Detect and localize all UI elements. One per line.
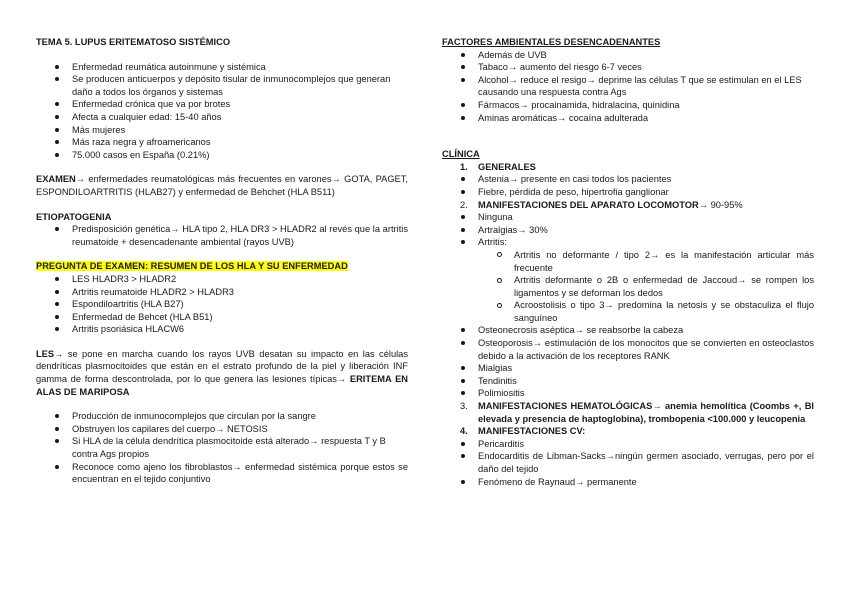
list-item: Alcohol→ reduce el resigo→ deprime las células T que se estimulan en el LES causando una respuesta contra Ags — [442, 74, 814, 99]
list-item: Tabaco→ aumento del riesgo 6-7 veces — [442, 61, 814, 74]
list-item: Además de UVB — [442, 49, 814, 62]
locomotor-heading — [442, 199, 814, 212]
list-item: Osteonecrosis aséptica→ se reabsorbe la cabeza — [442, 324, 814, 337]
section-number: 1. — [460, 161, 468, 172]
examen-text: enfermedades reumatológicas más frecuentes en varones→ GOTA, PAGET, ESPONDILOARTRITIS (HLAB27) y enfermedad de Behchet (HLA B511) — [36, 174, 408, 197]
cv-heading — [442, 425, 814, 438]
list-item: Enfermedad reumática autoinmune y sistémica — [36, 61, 408, 74]
section-rest: → 90-95% — [698, 199, 743, 210]
list-item: Astenia→ presente en casi todos los pacientes — [442, 173, 814, 186]
les-text: se pone en marcha cuando los rayos UVB desatan su impacto en las células dendríticas plasmocitoides que están en el estrato profundo de la piel y liberación INF gamma de forma descontrolada, por lo que genera las lesiones típicas→ — [36, 348, 408, 385]
les-label: LES→ — [36, 348, 64, 359]
list-item: Artritis reumatoide HLADR2 > HLADR3 — [36, 286, 408, 299]
list-item: Ninguna — [442, 211, 814, 224]
list-item: LES HLADR3 > HLADR2 — [36, 273, 408, 286]
etiopatogenia-heading: ETIOPATOGENIA — [36, 211, 112, 222]
list-item: Artritis: — [442, 236, 814, 249]
hla-list — [36, 273, 408, 336]
section-label: GENERALES — [478, 161, 536, 172]
right-column — [442, 36, 814, 488]
list-item: Endocarditis de Libman-Sacks→ningún germen asociado, verrugas, pero por el daño del tejido — [442, 450, 814, 475]
section-label: MANIFESTACIONES HEMATOLÓGICAS→ anemia hemolítica — [478, 401, 747, 412]
section-number: 2. — [460, 199, 468, 210]
list-item: Más raza negra y afroamericanos — [36, 136, 408, 149]
list-item: Enfermedad crónica que va por brotes — [36, 98, 408, 111]
examen-paragraph — [36, 173, 408, 198]
list-item: Espondiloartritis (HLA B27) — [36, 298, 408, 311]
les-list — [36, 410, 408, 486]
sub-list-item: Acroostolisis o tipo 3→ predomina la netosis y se obstaculiza el flujo sanguíneo — [442, 299, 814, 324]
list-item: Artritis psoriásica HLACW6 — [36, 323, 408, 336]
list-item: Obstruyen los capilares del cuerpo→ NETOSIS — [36, 423, 408, 436]
pregunta-highlight: PREGUNTA DE EXAMEN: RESUMEN DE LOS HLA Y SU ENFERMEDAD — [36, 261, 348, 272]
section-label: MANIFESTACIONES DEL APARATO LOCOMOTOR — [478, 199, 699, 210]
list-item: Enfermedad de Behcet (HLA B51) — [36, 311, 408, 324]
section-number: 4. — [460, 426, 468, 437]
artritis-sublist — [442, 249, 814, 325]
section-number: 3. — [460, 401, 468, 412]
examen-label: EXAMEN→ — [36, 174, 86, 185]
generales-list — [442, 173, 814, 198]
generales-heading — [442, 161, 814, 174]
list-item: Fármacos→ procainamida, hidralacina, quinidina — [442, 99, 814, 112]
factores-heading: FACTORES AMBIENTALES DESENCADENANTES — [442, 37, 661, 47]
list-item: 75.000 casos en España (0.21%) — [36, 149, 408, 162]
list-item: Más mujeres — [36, 124, 408, 137]
list-item: Osteoporosis→ estimulación de los monocitos que se convierten en osteoclastos debido a la activación de los receptores RANK — [442, 337, 814, 362]
list-item: Mialgias — [442, 362, 814, 375]
sub-list-item: Artritis no deformante / tipo 2→ es la manifestación articular más frecuente — [442, 249, 814, 274]
list-item: Si HLA de la célula dendrítica plasmocitoide está alterado→ respuesta T y B contra Ags propios — [36, 435, 408, 460]
sub-list-item: Artritis deformante o 2B o enfermedad de Jaccoud→ se rompen los ligamentos y se deforman los dedos — [442, 274, 814, 299]
factores-list — [442, 49, 814, 125]
list-item: Pericarditis — [442, 438, 814, 451]
section-label: MANIFESTACIONES CV: — [478, 426, 586, 437]
section-rest: (Coombs +, Bl elevada y presencia de haptoglobina), trombopenia <100.000 y leucopenia — [478, 401, 814, 424]
locomotor-list — [442, 211, 814, 249]
les-bold-end: ERITEMA EN ALAS DE MARIPOSA — [36, 374, 408, 397]
clinica-heading: CLÍNICA — [442, 149, 480, 160]
list-item: Aminas aromáticas→ cocaína adulterada — [442, 112, 814, 125]
list-item: Tendinitis — [442, 375, 814, 388]
list-item: Se producen anticuerpos y depósito tisular de inmunocomplejos que generan daño a todos los órganos y sistemas — [36, 73, 408, 98]
cv-list — [442, 438, 814, 488]
list-item: Polimiositis — [442, 387, 814, 400]
list-item: Producción de inmunocomplejos que circulan por la sangre — [36, 410, 408, 423]
list-item: Afecta a cualquier edad: 15-40 años — [36, 111, 408, 124]
list-item: Fiebre, pérdida de peso, hipertrofia ganglionar — [442, 186, 814, 199]
document-title: TEMA 5. LUPUS ERITEMATOSO SISTÉMICO — [36, 37, 231, 47]
list-item: Predisposición genética→ HLA tipo 2, HLA DR3 > HLADR2 al revés que la artritis reumatoide + desencadenante ambiental (rayos UVB) — [36, 223, 408, 248]
hemato-heading — [442, 400, 814, 425]
pregunta-heading — [36, 260, 408, 273]
etiopatogenia-list — [36, 223, 408, 248]
left-column — [36, 36, 408, 486]
list-item: Fenómeno de Raynaud→ permanente — [442, 476, 814, 489]
list-item: Artralgias→ 30% — [442, 224, 814, 237]
intro-list — [36, 61, 408, 162]
locomotor-list-2 — [442, 324, 814, 400]
les-paragraph — [36, 348, 408, 398]
list-item: Reconoce como ajeno los fibroblastos→ enfermedad sistémica porque estos se encuentran en el tejido conjuntivo — [36, 461, 408, 486]
